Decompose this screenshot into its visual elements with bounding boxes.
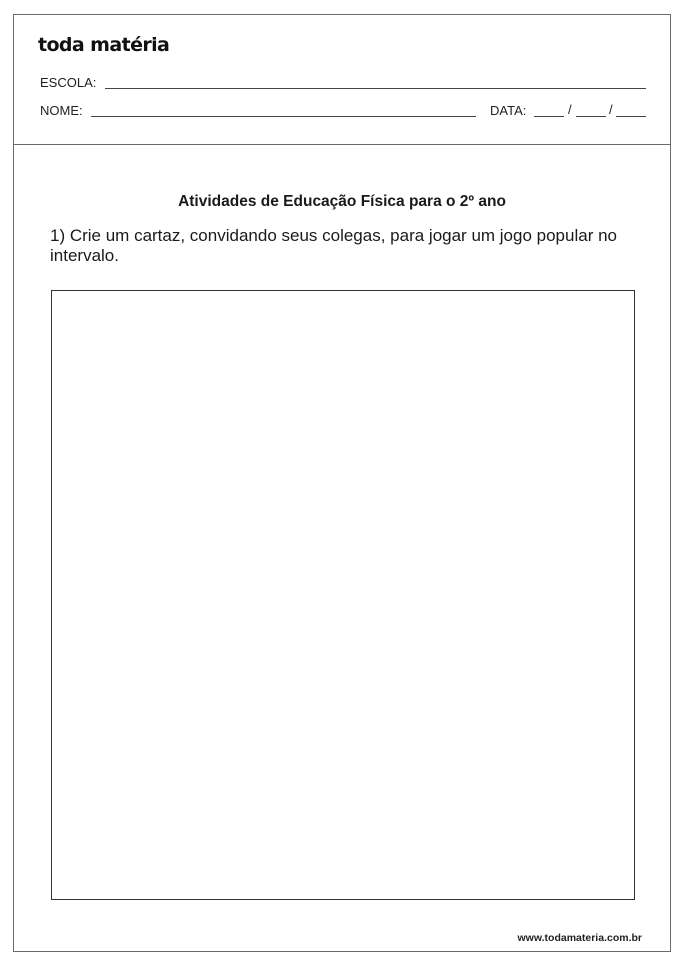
date-day-field[interactable] <box>534 116 564 117</box>
school-field[interactable] <box>105 88 646 89</box>
worksheet-title: Atividades de Educação Física para o 2º ano <box>178 193 506 210</box>
date-year-field[interactable] <box>616 116 646 117</box>
brand-logo: toda matéria <box>38 34 170 56</box>
name-field[interactable] <box>91 116 476 117</box>
date-month-field[interactable] <box>576 116 606 117</box>
school-label: ESCOLA: <box>40 75 97 90</box>
question-1: 1) Crie um cartaz, convidando seus colegas, para jogar um jogo popular no intervalo. <box>50 226 617 265</box>
date-separator: / <box>609 102 613 117</box>
poster-drawing-area[interactable] <box>51 290 635 900</box>
date-label: DATA: <box>490 103 527 118</box>
footer-url: www.todamateria.com.br <box>517 932 642 944</box>
worksheet-page <box>13 14 671 952</box>
name-label: NOME: <box>40 103 83 118</box>
worksheet-header <box>14 15 670 145</box>
date-separator: / <box>568 102 572 117</box>
